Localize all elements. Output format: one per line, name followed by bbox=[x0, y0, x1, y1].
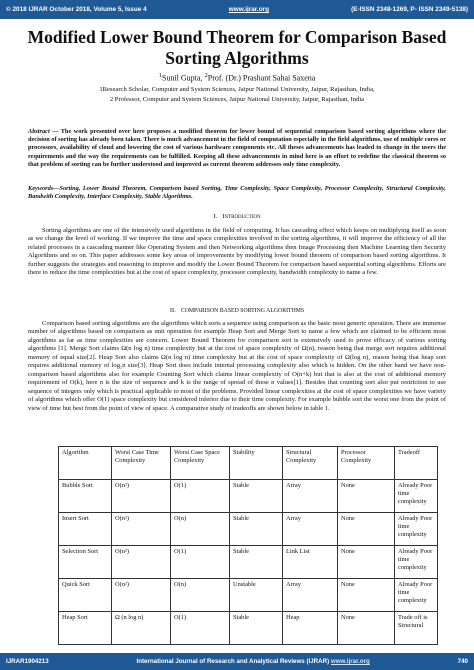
table-cell: Heap bbox=[283, 612, 338, 645]
table-cell: Stable bbox=[230, 546, 283, 579]
table-cell: None bbox=[338, 579, 395, 612]
footer-paper-id: IJRAR1904213 bbox=[6, 658, 49, 665]
table-cell: O(n) bbox=[171, 513, 230, 546]
table-cell: Unstable bbox=[230, 579, 283, 612]
table-cell: O(1) bbox=[171, 546, 230, 579]
table-cell: Array bbox=[283, 579, 338, 612]
section-title-1: Introduction bbox=[222, 213, 261, 220]
table-row bbox=[59, 513, 438, 546]
table-header-cell: Structural Complexity bbox=[283, 447, 338, 480]
table-cell: Insert Sort bbox=[59, 513, 112, 546]
paper-title: Modified Lower Bound Theorem for Comparison Based Sorting Algorithms bbox=[27, 27, 447, 68]
table-cell: None bbox=[338, 546, 395, 579]
table-cell: Link List bbox=[283, 546, 338, 579]
header-issue-info: © 2018 IJRAR October 2018, Volume 5, Issue 4 bbox=[6, 6, 147, 13]
journal-header-bar bbox=[0, 0, 474, 19]
section-heading-2 bbox=[24, 307, 450, 314]
table-header-row bbox=[59, 447, 438, 480]
table-header-cell: Processor Complexity bbox=[338, 447, 395, 480]
table-cell: Trade off is Structural bbox=[395, 612, 438, 645]
intro-paragraph: Sorting algorithms are one of the intensively used algorithms in the field of computing. It has cascading effect which keeps on multiplying itself as soon as we change the level of working. If we improve the time and space complexities involved in the sorting algorithms, it will improve the efficiency of all the related processes in a cascading manner like Operating System and then Networking algorithms then Image Processing then Machine Learning then Security Algorithms and so on. This paper addresses some key areas of improvements by modifying lower bound theorem of comparison based sorting algorithms. It further suggests the strategies and reasoning to improve and modify the Lower Bound Theorem for comparison based sequential sorting algorithms. Efforts are there to reduce the time complexities but at the cost of space complexity, processor complexity, bandwidth complexity to name a few. bbox=[28, 227, 446, 277]
table-cell: Already Poor time complexity bbox=[395, 579, 438, 612]
footer-journal bbox=[136, 658, 369, 665]
abstract bbox=[28, 128, 446, 169]
section-number-2: II. bbox=[169, 307, 176, 314]
table-cell: Array bbox=[283, 513, 338, 546]
table-header-cell: Stability bbox=[230, 447, 283, 480]
journal-footer-bar bbox=[0, 653, 474, 670]
table-cell: Ω (n log n) bbox=[112, 612, 171, 645]
table-header-cell: Algorithm bbox=[59, 447, 112, 480]
table-cell: Selection Sort bbox=[59, 546, 112, 579]
table-row bbox=[59, 579, 438, 612]
abstract-label: Abstract — bbox=[28, 128, 59, 135]
section-heading-1 bbox=[24, 213, 450, 220]
table-cell: Already Poor time complexity bbox=[395, 513, 438, 546]
author-line: $^1$Sunil Gupta, $^2$Prof. (Dr.) Prashant Sahai Saxena bbox=[158, 72, 316, 83]
affiliation-1: 1Research Scholar, Computer and System Sciences, Jaipur National University, Jaipur, Rajasthan, India, bbox=[99, 86, 375, 93]
table-row bbox=[59, 480, 438, 513]
header-site-link[interactable]: www.ijrar.org bbox=[228, 6, 269, 13]
table-cell: O(n²) bbox=[112, 579, 171, 612]
table-cell: Heap Sort bbox=[59, 612, 112, 645]
table-cell: Stable bbox=[230, 612, 283, 645]
table-cell: None bbox=[338, 480, 395, 513]
table-cell: Already Poor time complexity bbox=[395, 480, 438, 513]
table-cell: O(n) bbox=[171, 579, 230, 612]
table-cell: Bubble Sort bbox=[59, 480, 112, 513]
table-header-cell: Worst Case Time Complexity bbox=[112, 447, 171, 480]
table-cell: Stable bbox=[230, 480, 283, 513]
section-number-1: I. bbox=[213, 213, 218, 220]
table-cell: O(1) bbox=[171, 480, 230, 513]
table-cell: Stable bbox=[230, 513, 283, 546]
table-row bbox=[59, 546, 438, 579]
table-cell: O(1) bbox=[171, 612, 230, 645]
table-cell: O(n²) bbox=[112, 480, 171, 513]
footer-page-number: 740 bbox=[457, 658, 468, 665]
table-cell: Quick Sort bbox=[59, 579, 112, 612]
footer-site-link[interactable]: www.ijrar.org bbox=[330, 658, 370, 665]
table-cell: None bbox=[338, 612, 395, 645]
table-cell: O(n²) bbox=[112, 546, 171, 579]
header-issn: (E-ISSN 2348-1269, P- ISSN 2349-5138) bbox=[351, 6, 468, 13]
table-cell: Array bbox=[283, 480, 338, 513]
tradeoff-table bbox=[58, 446, 438, 645]
table-header-cell: Tradeoff bbox=[395, 447, 438, 480]
table-row bbox=[59, 612, 438, 645]
table-cell: None bbox=[338, 513, 395, 546]
affiliation-2: 2 Professor, Computer and System Sciences, Jaipur National University, Jaipur, Rajasthan, India bbox=[109, 96, 365, 103]
table-cell: O(n²) bbox=[112, 513, 171, 546]
table-cell: Already Poor time complexity bbox=[395, 546, 438, 579]
table-header-cell: Worst Case Space Complexity bbox=[171, 447, 230, 480]
keywords: Keywords—Sorting, Lower Bound Theorem, Comparison based Sorting, Time Complexity, Space Complexity, Processor Complexity, Structural Complexity, Bandwith Complexity, Interface Complexity, Stable Algorithms. bbox=[28, 185, 446, 201]
comparison-paragraph: Comparison based sorting algorithms are the algorithms which sorts a sequence using comparison as the basic most generic operation. There are immense number of algorithms based on comparison as unit operation for example Heap Sort and Merge Sort to name a few which are claimed to be efficient most algorithms as far as time complexities are concern. Lower Bound Theorem for comparison sort is extensively used to prove efficacy of various sorting algorithms [1]. Merge Sort claims Ω(n log n) time complexity but at the cost of space complexity of Ω(n), reason being that merge sort requires additional memory of equal size[2]. Heap Sort also claims Ω(n log n) time complexity but at the cost of space complexity of Ω(log n), reason being that heap sort requires additional memory of log₂n size[3]. Heap Sort does include internal processing complexity also which is hidden. On the other hand we have non-comparison based algorithms also for example Counting Sort which claims linear complexity of O(n+k) but that is also at the cost of additional memory requirement of O(k), here n is the size of sequence and k is the range of spread of these n values[1]. Besides that counting sort also put restriction to use sequence of integers only which is practical applicable to most of the problems. Provided linear complexities at the cost of space complexities we have variety of algorithms which offer O(1) space complexity but considered inferior due to their time complexity. For example bubble sort the worst one from the point of view of time but best from the point of view of space. A comparative study of tradeoffs are shown below in table 1. bbox=[28, 320, 446, 412]
section-title-2: COMPARISON BASED SORTING ALGORITHMS bbox=[180, 308, 305, 314]
abstract-text: The work presented over here proposes a modified theorem for lower bound of sequential comparison based sorting algorithms where the decision of sorting has already been taken. There is much advancement in the field of computation especially in the field algorithms, use of multiple cores or processors, availability of cloud and lowering the cost of various hardware components etc. All theses advancements has leaded to change in the users the requirements and the way the requirements can be fulfilled. Keeping all these advancements in mind here is an effort to redefine the classical theorem so that problem of sorting can be further understood and improved as current theorem addresses only time complexity. bbox=[28, 128, 446, 168]
footer-journal-name: International Journal of Research and Analytical Reviews (IJRAR) bbox=[136, 658, 330, 665]
